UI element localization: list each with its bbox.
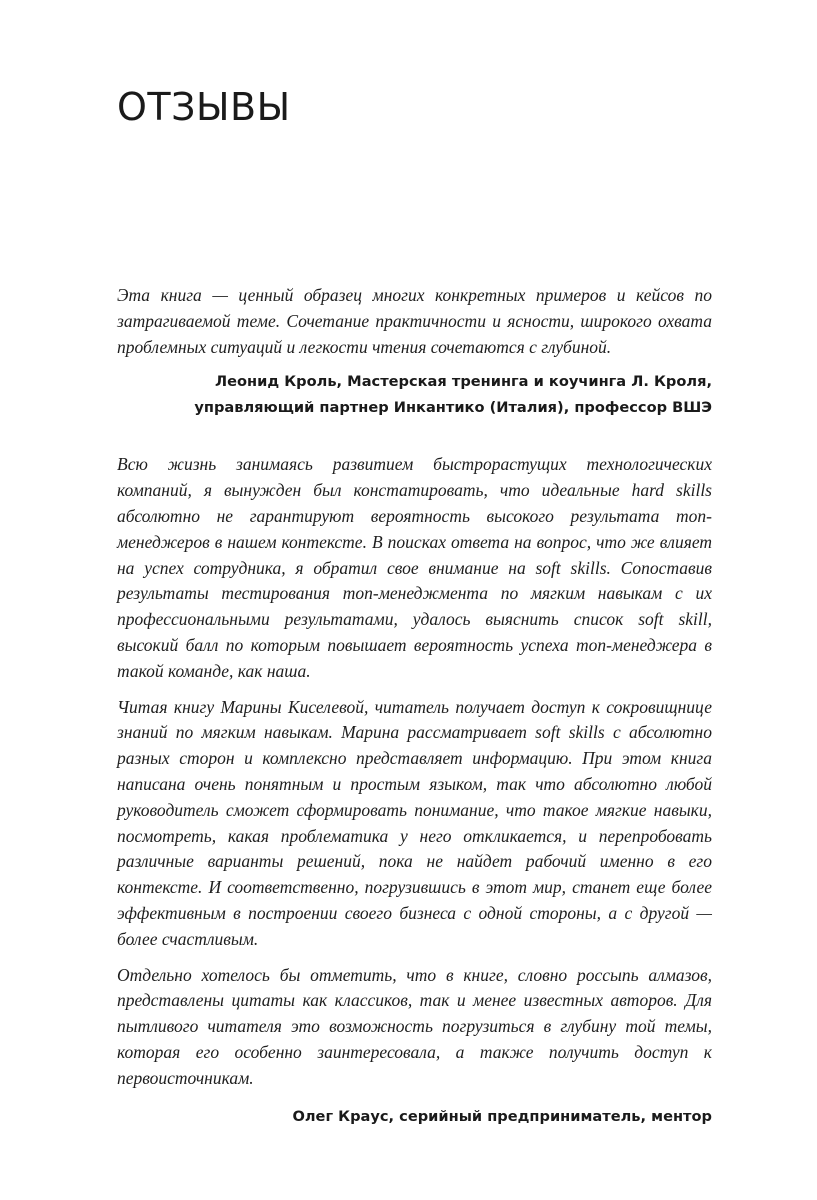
author-line: управляющий партнер Инкантико (Италия), профессор ВШЭ — [194, 399, 712, 417]
review-paragraph: Всю жизнь занимаясь развитием быстрорастущих технологических компаний, я вынужден был констатировать, что идеальные hard skills абсолютно не гарантируют вероятность высокого результата топ-менеджеров в нашем контексте. В поисках ответа на вопрос, что же влияет на успех сотрудника, я обратил свое внимание на soft skills. Сопоставив результаты тестирования топ-менеджмента по мягким навыкам с их профессиональными результатами, удалось выяснить список soft skill, высокий балл по которым повышает вероятность успеха топ-менеджера в такой команде, как наша. — [117, 454, 712, 681]
author-line: Олег Краус, серийный предприниматель, ментор — [292, 1107, 712, 1125]
author-line: Леонид Кроль, Мастерская тренинга и коучинга Л. Кроля, — [215, 373, 712, 391]
page-title: ОТЗЫВЫ — [117, 85, 291, 129]
review-kroll — [117, 283, 712, 421]
review-author — [117, 369, 712, 421]
review-paragraph: Отдельно хотелось бы отметить, что в книге, словно россыпь алмазов, представлены цитаты как классиков, так и менее известных авторов. Для пытливого читателя это возможность погрузиться в глубину той темы, которая его особенно заинтересовала, а также получить доступ к первоисточникам. — [117, 964, 712, 1088]
review-kraus — [117, 452, 712, 1129]
review-paragraph: Эта книга — ценный образец многих конкретных примеров и кейсов по затрагиваемой теме. Сочетание практичности и ясности, широкого охвата проблемных ситуаций и легкости чтения сочетаются с глубиной. — [117, 285, 712, 357]
reviews-list — [117, 283, 712, 1130]
review-paragraph: Читая книгу Марины Киселевой, читатель получает доступ к сокровищнице знаний по мягким навыкам. Марина рассматривает soft skills с абсолютно разных сторон и комплексно представляет информацию. При этом книга написана очень понятным и простым языком, так что абсолютно любой руководитель сможет сформировать понимание, что такое мягкие навыки, посмотреть, какая проблематика у него откликается, и перепробовать различные варианты решений, пока не найдет рабочий именно в его контексте. И соответственно, погрузившись в этот мир, станет еще более эффективным в построении своего бизнеса с одной стороны, а с другой — более счастливым. — [117, 696, 712, 949]
review-author — [117, 1104, 712, 1130]
